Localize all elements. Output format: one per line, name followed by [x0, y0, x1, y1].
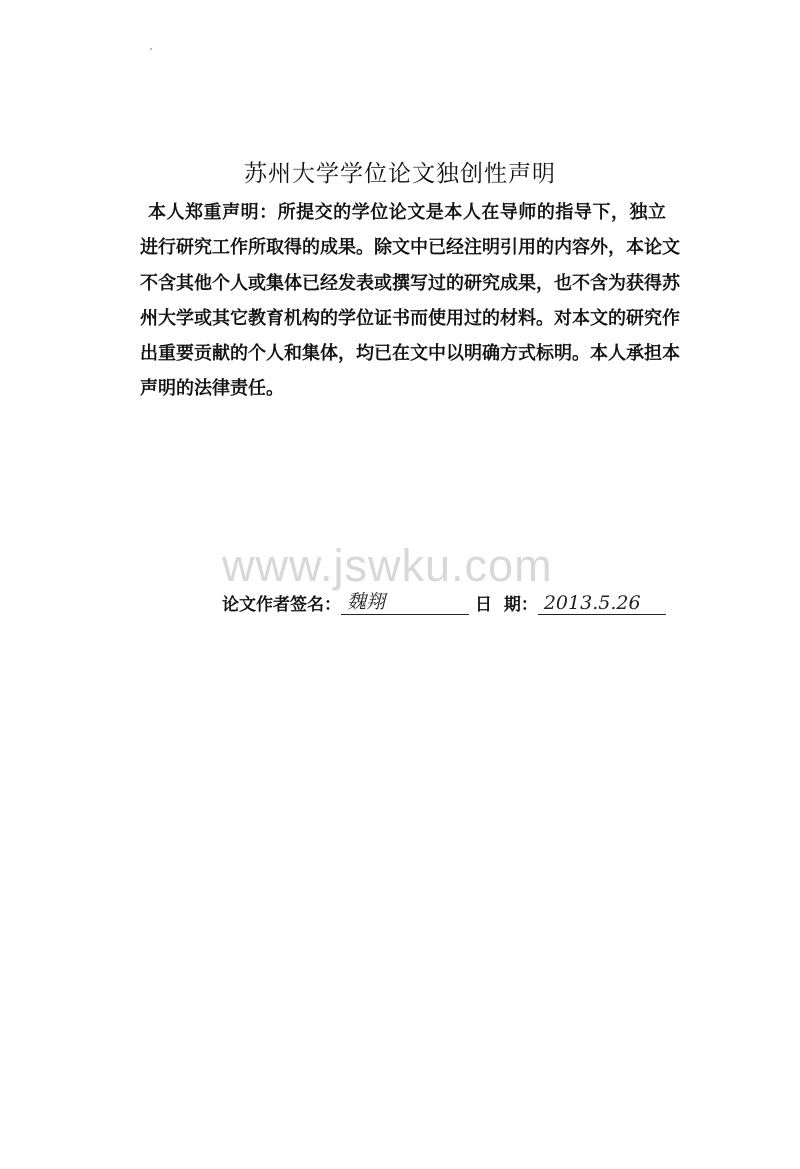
author-signature-label: 论文作者签名： — [222, 595, 341, 615]
page-title: 苏州大学学位论文独创性声明 — [244, 161, 556, 187]
date-field — [538, 592, 666, 615]
body-line: 本人郑重声明：所提交的学位论文是本人在导师的指导下，独立 — [148, 202, 666, 223]
declaration-body — [140, 198, 680, 410]
author-signature-field — [341, 592, 469, 615]
handwritten-signature: 魏翔 — [347, 591, 386, 613]
signature-row — [222, 590, 666, 615]
scan-speck — [150, 48, 152, 50]
body-line: 声明的法律责任。 — [140, 378, 284, 400]
body-line: 出重要贡献的个人和集体，均已在文中以明确方式标明。本人承担本 — [140, 343, 680, 365]
handwritten-date: 2013.5.26 — [543, 592, 641, 614]
body-line: 进行研究工作所取得的成果。除文中已经注明引用的内容外，本论文 — [140, 237, 680, 259]
body-line: 州大学或其它教育机构的学位证书而使用过的材料。对本文的研究作 — [140, 307, 680, 329]
watermark: www.jswku.com — [222, 540, 553, 591]
body-line: 不含其他个人或集体已经发表或撰写过的研究成果，也不含为获得苏 — [140, 272, 680, 294]
date-label: 日 期： — [475, 595, 538, 615]
